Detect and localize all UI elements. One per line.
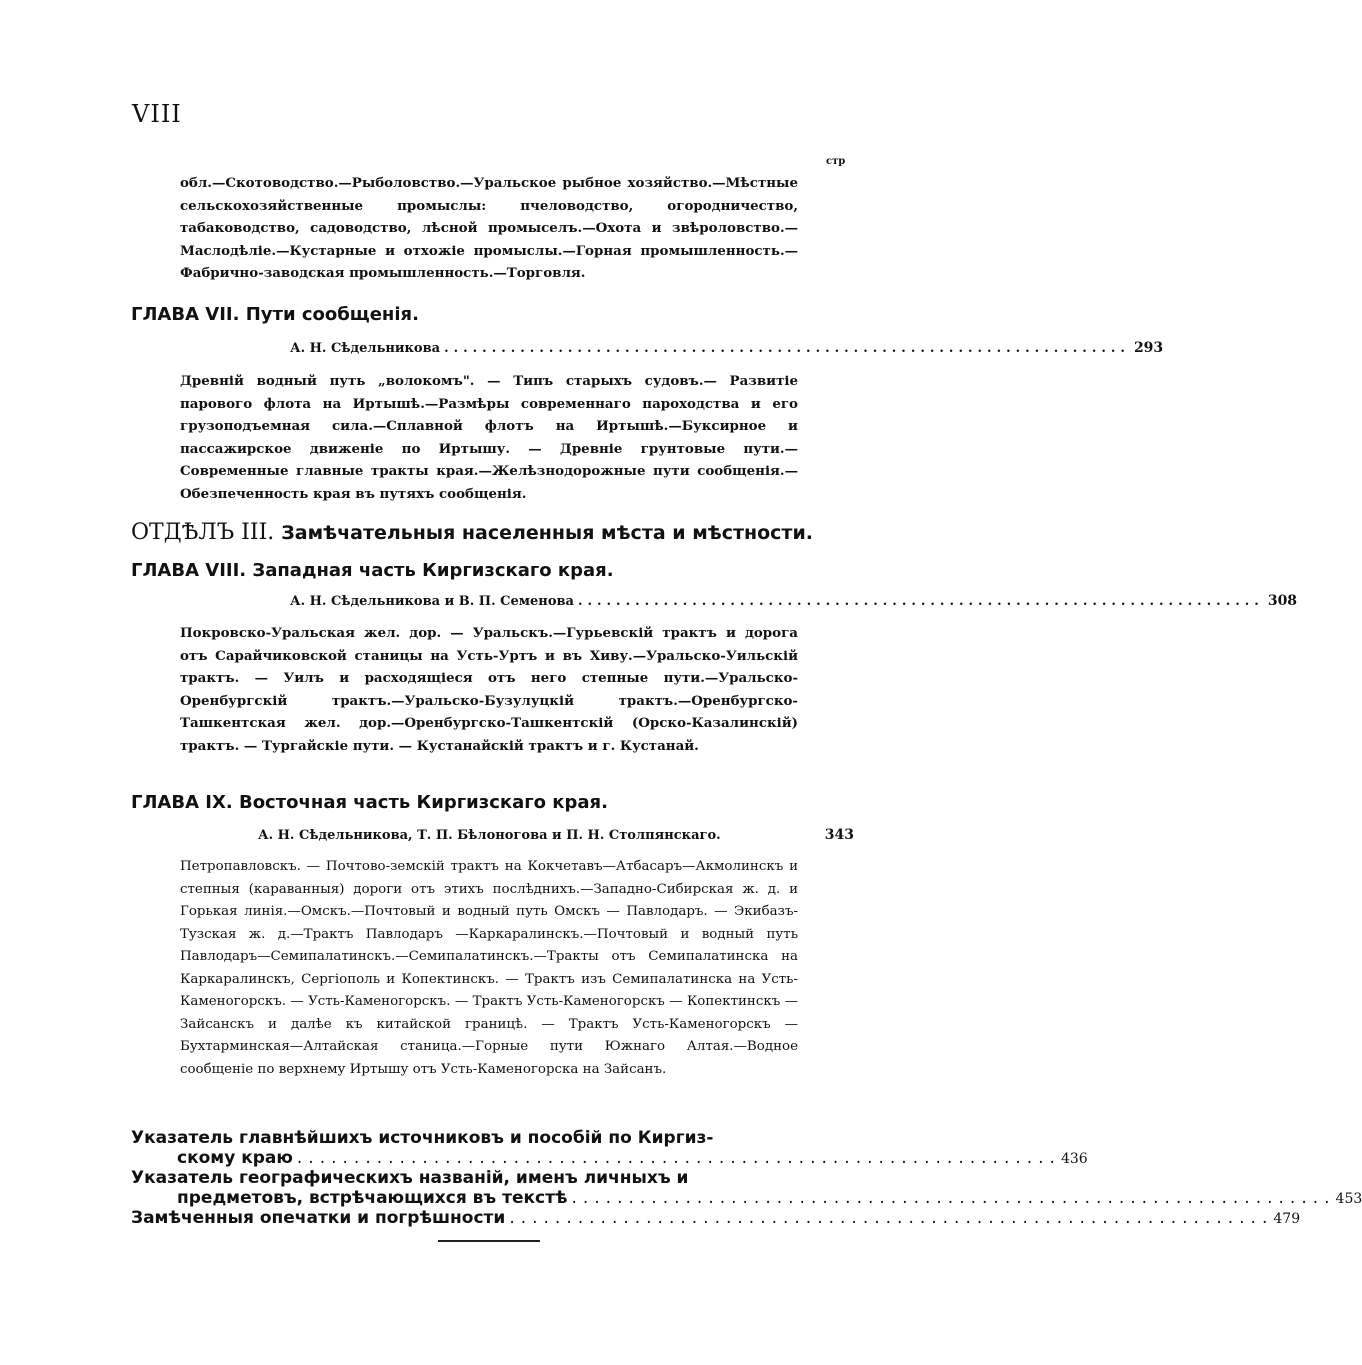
- chapter-8-label: ГЛАВА VIII.: [131, 560, 247, 581]
- leader-dots: ...................................................................: [509, 1208, 1274, 1228]
- index-errata-page: 479: [1273, 1211, 1301, 1227]
- chapter-7-heading: [131, 304, 419, 325]
- index-sources-page: 436: [1060, 1151, 1088, 1167]
- chapter-9-heading: [131, 792, 608, 813]
- chapter-9-author: А. Н. Сѣдельникова, Т. П. Бѣлоногова и П. Н. Столпянскаго.: [258, 828, 721, 843]
- index-geo-line1: Указатель географическихъ названій, именъ личныхъ и: [131, 1168, 689, 1188]
- chapter-9-author-row: [258, 827, 854, 843]
- chapter-7-page: 293: [1133, 340, 1164, 356]
- chapter-9-title: Восточная часть Киргизскаго края.: [238, 792, 608, 813]
- chapter-8-heading: [131, 560, 614, 581]
- index-geo-line2: предметовъ, встрѣчающихся въ текстѣ: [177, 1188, 568, 1208]
- index-errata: Замѣченныя опечатки и погрѣшности: [131, 1208, 506, 1228]
- index-sources-entry: [131, 1128, 1088, 1169]
- chapter-9-page: 343: [824, 827, 854, 843]
- chapter-8-author: А. Н. Сѣдельникова и В. П. Семенова: [290, 594, 574, 609]
- page-number: VIII: [132, 100, 182, 128]
- index-errata-entry: [131, 1208, 1301, 1229]
- leader-dots: ...................................................................: [296, 1148, 1061, 1168]
- index-sources-line1: Указатель главнѣйшихъ источниковъ и пособій по Киргиз-: [131, 1128, 714, 1148]
- leader-dots: ...................................................................: [571, 1188, 1336, 1208]
- index-geo-page: 453: [1335, 1191, 1362, 1207]
- chapter-9-label: ГЛАВА IX.: [131, 792, 233, 813]
- chapter-7-author-row: [290, 340, 1164, 356]
- index-geo-entry: [131, 1168, 1362, 1209]
- chapter-8-page: 308: [1267, 593, 1298, 609]
- chapter-7-summary: Древній водный путь „волокомъ". — Типъ старыхъ судовъ.— Развитіе парового флота на Иртышѣ.—Размѣры современнаго пароходства и его грузоподъемная сила.—Сплавной флотъ на Иртышѣ.—Буксирное и пассажирское движеніе по Иртышу. — Древніе грунтовые пути.—Современные главные тракты края.—Желѣзнодорожные пути сообщенія.—Обезпеченность края въ путяхъ сообщенія.: [180, 373, 798, 502]
- chapter-8-author-row: [290, 593, 1298, 609]
- section-3-title: Замѣчательныя населенныя мѣста и мѣстности.: [281, 522, 813, 544]
- leader-dots: ........................................................................: [577, 594, 1264, 609]
- index-sources-line2: скому краю: [177, 1148, 293, 1168]
- continuation-summary: обл.—Скотоводство.—Рыболовство.—Уральское рыбное хозяйство.—Мѣстные сельскохозяйственные промыслы: пчеловодство, огородничество, табаководство, садоводство, лѣсной промыселъ.—Охота и звѣроловство.—Маслодѣліе.—Кустарные и отхожіе промыслы.—Горная промышленность.—Фабрично-заводская промышленность.—Торговля.: [180, 175, 798, 281]
- chapter-7-label: ГЛАВА VII.: [131, 304, 240, 325]
- section-3-label: ОТДѢЛЪ III.: [131, 520, 275, 545]
- leader-dots: ........................................................................: [444, 341, 1130, 356]
- section-3-heading: [131, 520, 813, 545]
- chapter-7-author: А. Н. Сѣдельникова: [290, 341, 441, 356]
- chapter-8-summary: Покровско-Уральская жел. дор. — Уральскъ.—Гурьевскій трактъ и дорога отъ Сарайчиковской станицы на Усть-Уртъ и въ Хиву.—Уральско-Уильскій трактъ. — Уилъ и расходящіеся отъ него степные пути.—Уральско-Оренбургскій трактъ.—Уральско-Бузулуцкій трактъ.—Оренбургско-Ташкентская жел. дор.—Оренбургско-Ташкентскій (Орско-Казалинскій) трактъ. — Тургайскіе пути. — Кустанайскій трактъ и г. Кустанай.: [180, 625, 798, 754]
- page-column-label: стр: [826, 156, 846, 167]
- chapter-9-summary: Петропавловскъ. — Почтово-земскій трактъ на Кокчетавъ—Атбасаръ—Акмолинскъ и степныя (караванныя) дороги отъ этихъ послѣднихъ.—Западно-Сибирская ж. д. и Горькая линія.—Омскъ.—Почтовый и водный путь Омскъ — Павлодаръ. — Экибазъ-Тузская ж. д.—Трактъ Павлодаръ —Каркаралинскъ.—Почтовый и водный путь Павлодаръ—Семипалатинскъ.—Семипалатинскъ.—Тракты отъ Семипалатинска на Каркаралинскъ, Сергіополь и Копектинскъ. — Трактъ изъ Семипалатинска на Усть-Каменогорскъ. — Усть-Каменогорскъ. — Трактъ Усть-Каменогорскъ — Копектинскъ — Зайсанскъ и далѣе къ китайской границѣ. — Трактъ Усть-Каменогорскъ — Бухтарминская—Алтайская станица.—Горные пути Южнаго Алтая.—Водное сообщеніе по верхнему Иртышу отъ Усть-Каменогорска на Зайсанъ.: [180, 859, 798, 1077]
- chapter-8-title: Западная часть Киргизскаго края.: [252, 560, 614, 581]
- closing-rule: [438, 1240, 540, 1242]
- chapter-7-title: Пути сообщенія.: [245, 304, 419, 325]
